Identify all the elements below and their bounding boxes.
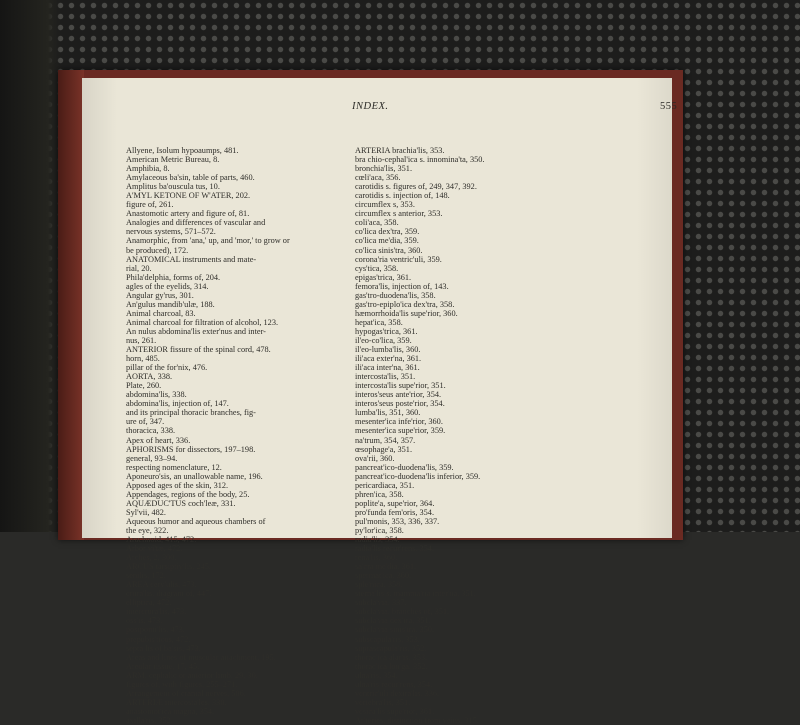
index-entry: Angular gy'rus, 301. <box>126 290 194 300</box>
index-entry: Amylaceous ba'sin, table of parts, 460. <box>126 173 255 183</box>
index-entry: Aponeuro'sis, an unallowable name, 196. <box>126 471 263 481</box>
index-entry: sple'nica, 358. <box>355 580 403 590</box>
index-entry: respecting nomenclature, 12. <box>126 462 222 472</box>
index-entry: gas'tro-duodena'lis, 358. <box>355 290 436 300</box>
index-entry: rena'lis, 360. <box>355 553 398 563</box>
index-entry: Anastomotic artery and figure of, 81. <box>126 209 250 219</box>
index-entry: Arbor vi'tæ, 472. <box>126 544 183 554</box>
index-entry: septa lis of ba'sis, 473. <box>126 643 201 653</box>
index-entry: nervous systems, 571–572. <box>126 227 216 237</box>
index-entry: abdomina'lis, injection of, 147. <box>126 399 229 409</box>
index-entry: femora'lis, injection of, 143. <box>355 281 449 291</box>
index-entry: ulna'ris recur'rens, 354. <box>355 679 433 689</box>
index-entry: postponti'lis, 473. <box>126 625 185 635</box>
index-entry: Phila'delphia, forms of, 204. <box>126 272 221 282</box>
index-entry: gas'tro-epiplo'ica dex'tra, 358. <box>355 299 455 309</box>
index-entry: and its principal thoracic branches, fig- <box>126 408 256 418</box>
index-entry: sa'cra me'dia, 361. <box>355 562 417 572</box>
index-entry: epigas'trica, 361. <box>355 272 412 282</box>
index-entry: coli'aca, 358. <box>355 218 399 228</box>
index-entry: ili'aca inter'na, 361. <box>355 363 420 373</box>
index-entry: An'gulus mandib'ulæ, 188. <box>126 299 215 309</box>
index-entry: lumba'lis, 351, 360. <box>355 408 421 418</box>
index-entry: Anamorphic, from 'ana,' up, and 'mor,' to grow or <box>126 236 290 246</box>
index-entry: interos'seus poste'rior, 354. <box>355 399 445 409</box>
index-entry: Apposed ages of the skin, 312. <box>126 480 229 490</box>
index-entry: interos'seus ante'rior, 354. <box>355 390 442 400</box>
index-entry: sterna'lis s. mamma'ria inter'na, 351. <box>355 589 476 599</box>
index-entry: ova'rii, 360. <box>355 453 395 463</box>
page-number: 555 <box>660 101 678 112</box>
index-entry: Arachnoid, 415, 472. <box>126 535 197 545</box>
index-entry: oss'is, 473. <box>126 616 163 626</box>
index-entry: il'eo-lumba'lis, 360. <box>355 345 421 355</box>
index-entry: AQUÆDUC'TUS coch'leæ, 331. <box>126 498 236 508</box>
index-entry: agles of the eyelids, 314. <box>126 281 209 291</box>
index-entry: prepubis'ticos, 472. <box>126 634 191 644</box>
index-entry: pul'monis, 353, 336, 337. <box>355 516 440 526</box>
index-entry: Animal charcoal for filtration of alcohol, 123. <box>126 317 279 327</box>
index-entry: APHORISMS for dissectors, 197–198. <box>126 444 256 454</box>
index-entry: pillar of the for'nix, 476. <box>126 363 208 373</box>
index-entry: figure of, 261. <box>126 200 174 210</box>
index-entry: cys'tica, 358. <box>355 263 399 273</box>
index-entry: intercosta'lis, 351. <box>355 372 416 382</box>
index-column-left <box>126 146 351 725</box>
index-entry: bra chio-cephal'ica s. innomina'ta, 350. <box>355 155 485 165</box>
index-entry: thorac'ica alar'is, 353. <box>355 652 428 662</box>
index-entry: circumflex s, 353. <box>355 200 415 210</box>
index-entry: axilla'ris, 352. <box>126 715 173 725</box>
index-entry: elliptica, 472. <box>126 598 172 608</box>
index-entry: Allyene, Isolum hypoaumps, 481. <box>126 146 239 155</box>
index-entry: Amplitus ba'ouscula tus, 10. <box>126 182 220 192</box>
index-entry: subcla'via dex'tra, 351. <box>355 616 431 626</box>
index-entry: circumflex s anterior, 353. <box>355 209 443 219</box>
index-entry: pro'funda fem'oris, 354. <box>355 507 435 517</box>
index-entry: œsophage'a, 351. <box>355 444 413 454</box>
index-entry: An nulus abdomina'lis exter'nus and inter- <box>126 326 266 336</box>
index-entry: hypogas'trica, 361. <box>355 326 418 336</box>
index-entry: ili'aca exter'na, 361. <box>355 354 422 364</box>
index-entry: figures of, with figures, 255–271. <box>126 679 238 689</box>
index-entry: vesica'lis supe'rior, 361. <box>355 706 435 716</box>
index-entry: Areas and lines of muscular attachment, 195. <box>126 652 276 662</box>
index-entry: pancreat'ico-duodena'lis inferior, 359. <box>355 471 481 481</box>
index-entry: ulna'ris, 354. <box>355 670 398 680</box>
index-entry: AORTA, 338. <box>126 372 173 382</box>
index-entry: Ar'teries, distinction from veins, 315. <box>355 715 479 725</box>
index-entry: ANTERIOR fissure of the spinal cord, 478. <box>126 345 271 355</box>
index-entry: thoracica, 338. <box>126 426 176 436</box>
index-entry: hæmorrhoida'lis supe'rior, 360. <box>355 308 458 318</box>
index-entry: nus, 261. <box>126 335 157 345</box>
index-entry: Arrangement of cranial nerves, 506. <box>126 688 246 698</box>
index-entry: American Metric Bureau, 8. <box>126 155 220 165</box>
index-entry: intercosta'lis supe'rior, 351. <box>355 381 446 391</box>
page-title: INDEX. <box>352 101 389 112</box>
index-entry: suprascapula'ris, 352. <box>355 643 427 653</box>
index-entry: pancreat'ico-duodena'lis, 359. <box>355 462 454 472</box>
index-entry: hepat'ica, 358. <box>355 317 403 327</box>
index-entry: subscapula'ris, 353. <box>355 634 420 644</box>
index-entry: mesenter'ica infe'rior, 360. <box>355 417 443 427</box>
index-entry: Plate, 260. <box>126 381 162 391</box>
index-entry: thorac'ica lon'ga, 352. <box>355 661 428 671</box>
index-entry: A'MYL KETONE OF W'ATER, 202. <box>126 191 251 201</box>
index-entry: senilis, 172. <box>126 571 166 581</box>
index-entry: Arches, 2, 300. <box>126 553 177 563</box>
index-entry: Apex of heart, 336. <box>126 435 191 445</box>
index-entry: subcla'via, branches of, 351. <box>355 607 450 617</box>
index-entry: poplite'a, supe'rior, 364. <box>355 498 435 508</box>
index-entry: intercrura'lis, 473. <box>126 607 187 617</box>
index-entry: ventric'uli dextra'lis, 336. <box>355 688 440 698</box>
index-entry: co'lica me'dia, 359. <box>355 236 419 246</box>
index-entry: Aqueous humor and aqueous chambers of <box>126 516 266 526</box>
index-entry: na'trum, 354, 357. <box>355 435 416 445</box>
index-entry: rial, 20. <box>126 263 152 273</box>
index-entry: Appendages, regions of the body, 25. <box>126 489 250 499</box>
index-entry: ARTERIA brachia'lis, 353. <box>355 146 445 155</box>
index-entry: carotidis s. injection of, 148. <box>355 191 450 201</box>
book-spine-edge <box>58 70 84 540</box>
index-entry: co'lica dex'tra, 359. <box>355 227 420 237</box>
index-entry: py'lor'ica, 358. <box>355 525 404 535</box>
index-entry: crura'lis, diagram of, 447. <box>126 589 212 599</box>
index-entry: co'lica sinis'tra, 360. <box>355 245 423 255</box>
index-entry: be produced), 172. <box>126 245 189 255</box>
index-entry: corona'ria ventric'uli, 359. <box>355 254 442 264</box>
index-column-right <box>355 146 585 725</box>
index-entry: pericardiaca, 351. <box>355 480 415 490</box>
index-entry: Syl'vii, 482. <box>126 507 166 517</box>
index-entry: Areolar tissue, 17, 45. <box>126 661 200 671</box>
index-entry: radia'lis, 354. <box>355 535 400 545</box>
index-entry: anastomot'ica magna, 354. <box>126 706 215 716</box>
index-entry: subcla'via, 337. <box>355 598 407 608</box>
index-entry: cœli'aca, 356. <box>355 173 401 183</box>
index-entry: Amphibia, 8. <box>126 164 170 174</box>
background-shadow <box>0 0 60 532</box>
index-entry: ure of, 347. <box>126 417 165 427</box>
index-entry: spermat'ica, 360. <box>355 571 412 581</box>
index-entry: radia'lis recur'rens, 354. <box>355 544 435 554</box>
index-entry: mesenter'ica supe'rior, 359. <box>355 426 446 436</box>
index-entry: the eye, 322. <box>126 525 169 535</box>
index-entry: AREA cerv'ulis, 473. <box>126 580 197 590</box>
index-entry: phren'ica, 358. <box>355 489 404 499</box>
index-entry: horn, 485. <box>126 354 160 364</box>
index-entry: general, 93–94. <box>126 453 178 463</box>
index-entry: subcla'via sinis'tra, 350. <box>355 625 435 635</box>
index-entry: il'eo-co'lica, 359. <box>355 335 412 345</box>
index-entry: bronchia'lis, 351. <box>355 164 413 174</box>
index-entry: abdomina'lis, 338. <box>126 390 187 400</box>
index-entry: ARCUS tarsiptiy'lis, 245. <box>126 562 211 572</box>
index-entry: vertebra'lis, 351. <box>355 697 411 707</box>
index-entry: ARM, cephalic or anterior limb, 29, 30. <box>126 670 258 680</box>
index-entry: ARTERIÆ intercosta'les, 330. <box>126 697 227 707</box>
index-entry: Analogies and differences of vascular and <box>126 218 266 228</box>
index-entry: Animal charcoal, 83. <box>126 308 196 318</box>
index-entry: carotidis s. figures of, 249, 347, 392. <box>355 182 477 192</box>
index-entry: ANATOMICAL instruments and mate- <box>126 254 257 264</box>
